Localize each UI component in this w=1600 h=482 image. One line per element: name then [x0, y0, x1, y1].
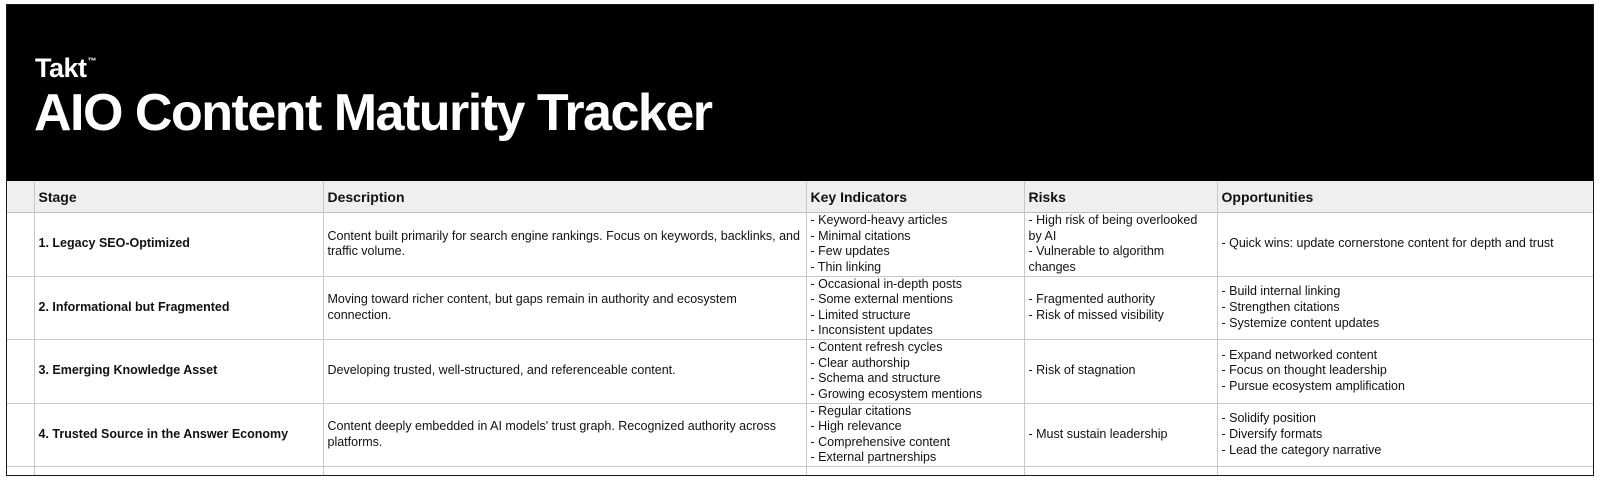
stage-cell[interactable]: 1. Legacy SEO-Optimized [34, 213, 323, 277]
description-cell[interactable]: Developing trusted, well-structured, and referenceable content. [323, 340, 806, 404]
key-indicators-cell[interactable]: - Content refresh cycles - Clear authorship - Schema and structure - Growing ecosystem mentions [806, 340, 1024, 404]
table-row [7, 213, 1594, 277]
key-indicators-cell[interactable]: - Keyword-heavy articles - Minimal citations - Few updates - Thin linking [806, 213, 1024, 277]
column-header-risks[interactable]: Risks [1024, 181, 1217, 213]
row-header-cell[interactable] [7, 340, 34, 404]
table-row [7, 340, 1594, 404]
row-header-cell[interactable] [7, 403, 34, 467]
risks-cell[interactable]: - Fragmented authority - Risk of missed visibility [1024, 276, 1217, 340]
empty-cell[interactable] [34, 467, 323, 477]
description-cell[interactable]: Moving toward richer content, but gaps remain in authority and ecosystem connection. [323, 276, 806, 340]
stage-cell[interactable]: 3. Emerging Knowledge Asset [34, 340, 323, 404]
risks-cell[interactable]: - High risk of being overlooked by AI - Vulnerable to algorithm changes [1024, 213, 1217, 277]
empty-cell[interactable] [806, 467, 1024, 477]
column-header-stage[interactable]: Stage [34, 181, 323, 213]
opportunities-cell[interactable]: - Quick wins: update cornerstone content for depth and trust [1217, 213, 1594, 277]
empty-row [7, 467, 1594, 477]
risks-cell[interactable]: - Must sustain leadership [1024, 403, 1217, 467]
header-row [7, 181, 1594, 213]
trademark-symbol: ™ [87, 56, 97, 66]
key-indicators-cell[interactable]: - Occasional in-depth posts - Some external mentions - Limited structure - Inconsistent updates [806, 276, 1024, 340]
brand-logo [35, 55, 96, 82]
spreadsheet [6, 4, 1594, 476]
stage-cell[interactable]: 2. Informational but Fragmented [34, 276, 323, 340]
row-header-cell[interactable] [7, 213, 34, 277]
table-row [7, 403, 1594, 467]
empty-cell[interactable] [323, 467, 806, 477]
header-banner [7, 5, 1593, 181]
row-header-cell[interactable] [7, 181, 34, 213]
brand-name: Takt [35, 53, 87, 83]
column-header-opportunities[interactable]: Opportunities [1217, 181, 1594, 213]
page-title: AIO Content Maturity Tracker [34, 84, 712, 142]
opportunities-cell[interactable]: - Expand networked content - Focus on thought leadership - Pursue ecosystem amplification [1217, 340, 1594, 404]
empty-cell[interactable] [1024, 467, 1217, 477]
empty-cell[interactable] [1217, 467, 1594, 477]
description-cell[interactable]: Content deeply embedded in AI models' trust graph. Recognized authority across platforms. [323, 403, 806, 467]
opportunities-cell[interactable]: - Build internal linking - Strengthen citations - Systemize content updates [1217, 276, 1594, 340]
stage-cell[interactable]: 4. Trusted Source in the Answer Economy [34, 403, 323, 467]
maturity-table [7, 181, 1594, 476]
table-row [7, 276, 1594, 340]
risks-cell[interactable]: - Risk of stagnation [1024, 340, 1217, 404]
description-cell[interactable]: Content built primarily for search engine rankings. Focus on keywords, backlinks, and traffic volume. [323, 213, 806, 277]
opportunities-cell[interactable]: - Solidify position - Diversify formats - Lead the category narrative [1217, 403, 1594, 467]
row-header-cell[interactable] [7, 467, 34, 477]
column-header-key-indicators[interactable]: Key Indicators [806, 181, 1024, 213]
row-header-cell[interactable] [7, 276, 34, 340]
column-header-description[interactable]: Description [323, 181, 806, 213]
key-indicators-cell[interactable]: - Regular citations - High relevance - Comprehensive content - External partnerships [806, 403, 1024, 467]
